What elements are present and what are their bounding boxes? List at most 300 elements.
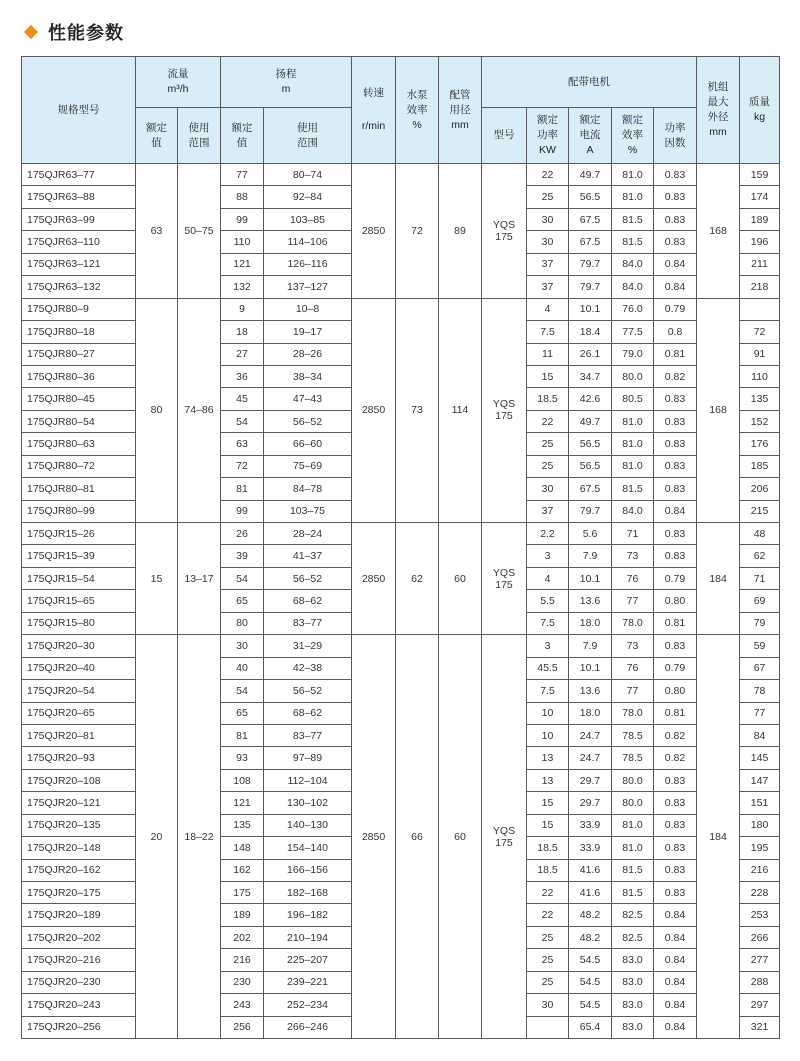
rated-efficiency-cell: 81.0 [612, 410, 654, 432]
power-factor-cell: 0.82 [654, 724, 697, 746]
rated-power-cell: 25 [527, 971, 569, 993]
head-rated-cell: 54 [221, 567, 264, 589]
rated-power-cell: 30 [527, 208, 569, 230]
rated-current-cell: 33.9 [569, 837, 612, 859]
head-range-cell: 31–29 [264, 635, 352, 657]
rated-current-cell: 79.7 [569, 500, 612, 522]
power-factor-cell: 0.83 [654, 837, 697, 859]
power-factor-cell: 0.8 [654, 321, 697, 343]
rated-current-cell: 41.6 [569, 882, 612, 904]
head-range-cell: 68–62 [264, 590, 352, 612]
mass-cell: 145 [740, 747, 780, 769]
rated-efficiency-cell: 76 [612, 567, 654, 589]
model-cell: 175QJR80–81 [22, 478, 136, 500]
rated-power-cell: 45.5 [527, 657, 569, 679]
power-factor-cell: 0.84 [654, 1016, 697, 1038]
head-rated-cell: 93 [221, 747, 264, 769]
rated-power-cell: 22 [527, 904, 569, 926]
header-motor-type: 型号 [482, 108, 527, 164]
header-speed [352, 57, 396, 164]
rated-current-cell: 34.7 [569, 365, 612, 387]
mass-cell: 288 [740, 971, 780, 993]
mass-cell: 206 [740, 478, 780, 500]
rated-efficiency-cell: 80.5 [612, 388, 654, 410]
power-factor-cell: 0.83 [654, 882, 697, 904]
model-cell: 175QJR80–36 [22, 365, 136, 387]
head-rated-cell: 110 [221, 231, 264, 253]
header-head-label: 扬程 [275, 68, 297, 80]
rated-efficiency-cell: 81.0 [612, 814, 654, 836]
rated-current-cell: 29.7 [569, 769, 612, 791]
rated-current-cell: 33.9 [569, 814, 612, 836]
rated-power-cell: 11 [527, 343, 569, 365]
head-range-cell: 41–37 [264, 545, 352, 567]
head-rated-cell: 135 [221, 814, 264, 836]
rated-power-cell [527, 1016, 569, 1038]
page-title: 性能参数 [48, 23, 124, 44]
table-body [22, 164, 780, 1039]
rated-power-cell: 2.2 [527, 523, 569, 545]
rated-current-cell: 10.1 [569, 657, 612, 679]
header-motor: 配带电机 [482, 57, 697, 108]
power-factor-cell: 0.83 [654, 478, 697, 500]
mass-cell [740, 298, 780, 320]
mass-cell: 78 [740, 680, 780, 702]
rated-efficiency-cell: 81.5 [612, 859, 654, 881]
rated-efficiency-cell: 71 [612, 523, 654, 545]
head-range-cell: 137–127 [264, 276, 352, 298]
performance-table [21, 56, 780, 1039]
mass-cell: 176 [740, 433, 780, 455]
mass-cell: 196 [740, 231, 780, 253]
mass-cell: 253 [740, 904, 780, 926]
header-rated-current: 额定 电流 A [569, 108, 612, 164]
head-rated-cell: 108 [221, 769, 264, 791]
head-range-cell: 10–8 [264, 298, 352, 320]
rated-efficiency-cell: 77 [612, 590, 654, 612]
head-range-cell: 42–38 [264, 657, 352, 679]
mass-cell: 185 [740, 455, 780, 477]
head-rated-cell: 27 [221, 343, 264, 365]
mass-cell: 48 [740, 523, 780, 545]
power-factor-cell: 0.83 [654, 164, 697, 186]
flow-rated-cell: 80 [136, 298, 178, 522]
head-range-cell: 182–168 [264, 882, 352, 904]
rated-efficiency-cell: 76.0 [612, 298, 654, 320]
rated-efficiency-cell: 76 [612, 657, 654, 679]
model-cell: 175QJR63–88 [22, 186, 136, 208]
rated-current-cell: 5.6 [569, 523, 612, 545]
rated-efficiency-cell: 81.0 [612, 164, 654, 186]
power-factor-cell: 0.84 [654, 949, 697, 971]
max-diameter-cell: 184 [697, 523, 740, 635]
head-rated-cell: 26 [221, 523, 264, 545]
mass-cell: 277 [740, 949, 780, 971]
head-rated-cell: 216 [221, 949, 264, 971]
power-factor-cell: 0.83 [654, 769, 697, 791]
rated-efficiency-cell: 81.0 [612, 837, 654, 859]
head-range-cell: 68–62 [264, 702, 352, 724]
model-cell: 175QJR20–81 [22, 724, 136, 746]
power-factor-cell: 0.83 [654, 186, 697, 208]
rated-current-cell: 49.7 [569, 410, 612, 432]
rated-current-cell: 65.4 [569, 1016, 612, 1038]
head-range-cell: 252–234 [264, 994, 352, 1016]
rated-current-cell: 18.0 [569, 702, 612, 724]
rated-power-cell: 15 [527, 792, 569, 814]
rated-power-cell: 3 [527, 635, 569, 657]
head-range-cell: 83–77 [264, 724, 352, 746]
rated-efficiency-cell: 78.5 [612, 747, 654, 769]
pump-efficiency-cell: 72 [396, 164, 439, 299]
head-rated-cell: 9 [221, 298, 264, 320]
mass-cell: 321 [740, 1016, 780, 1038]
head-rated-cell: 18 [221, 321, 264, 343]
flow-range-cell: 74–86 [178, 298, 221, 522]
model-cell: 175QJR63–121 [22, 253, 136, 275]
model-cell: 175QJR20–202 [22, 926, 136, 948]
speed-cell: 2850 [352, 164, 396, 299]
model-cell: 175QJR63–99 [22, 208, 136, 230]
mass-cell: 72 [740, 321, 780, 343]
pump-efficiency-cell: 62 [396, 523, 439, 635]
mass-cell: 59 [740, 635, 780, 657]
header-head-range: 使用 范围 [264, 108, 352, 164]
rated-efficiency-cell: 77 [612, 680, 654, 702]
power-factor-cell: 0.83 [654, 388, 697, 410]
power-factor-cell: 0.84 [654, 500, 697, 522]
header-power-factor: 功率 因数 [654, 108, 697, 164]
rated-efficiency-cell: 84.0 [612, 500, 654, 522]
mass-cell: 67 [740, 657, 780, 679]
head-rated-cell: 148 [221, 837, 264, 859]
model-cell: 175QJR20–65 [22, 702, 136, 724]
head-range-cell: 210–194 [264, 926, 352, 948]
rated-current-cell: 29.7 [569, 792, 612, 814]
motor-type-cell: YQS 175 [482, 164, 527, 299]
rated-current-cell: 13.6 [569, 590, 612, 612]
mass-cell: 71 [740, 567, 780, 589]
rated-current-cell: 49.7 [569, 164, 612, 186]
head-range-cell: 126–116 [264, 253, 352, 275]
model-cell: 175QJR80–72 [22, 455, 136, 477]
rated-power-cell: 30 [527, 478, 569, 500]
header-model: 规格型号 [22, 57, 136, 164]
head-rated-cell: 88 [221, 186, 264, 208]
rated-power-cell: 18.5 [527, 837, 569, 859]
header-max-diameter: 机组 最大 外径 mm [697, 57, 740, 164]
rated-efficiency-cell: 80.0 [612, 769, 654, 791]
head-rated-cell: 81 [221, 478, 264, 500]
rated-power-cell: 13 [527, 769, 569, 791]
head-range-cell: 130–102 [264, 792, 352, 814]
rated-power-cell: 10 [527, 724, 569, 746]
power-factor-cell: 0.80 [654, 680, 697, 702]
header-flow-unit: m³/h [167, 83, 189, 95]
rated-power-cell: 4 [527, 298, 569, 320]
mass-cell: 189 [740, 208, 780, 230]
head-range-cell: 28–26 [264, 343, 352, 365]
model-cell: 175QJR20–30 [22, 635, 136, 657]
model-cell: 175QJR80–54 [22, 410, 136, 432]
power-factor-cell: 0.82 [654, 365, 697, 387]
mass-cell: 297 [740, 994, 780, 1016]
head-rated-cell: 202 [221, 926, 264, 948]
rated-power-cell: 7.5 [527, 612, 569, 634]
rated-efficiency-cell: 79.0 [612, 343, 654, 365]
rated-power-cell: 25 [527, 949, 569, 971]
mass-cell: 228 [740, 882, 780, 904]
power-factor-cell: 0.84 [654, 926, 697, 948]
rated-power-cell: 5.5 [527, 590, 569, 612]
pump-efficiency-cell: 66 [396, 635, 439, 1039]
rated-current-cell: 79.7 [569, 276, 612, 298]
rated-current-cell: 67.5 [569, 478, 612, 500]
header-head-rated: 额定 值 [221, 108, 264, 164]
power-factor-cell: 0.83 [654, 433, 697, 455]
head-range-cell: 114–106 [264, 231, 352, 253]
motor-type-cell: YQS 175 [482, 298, 527, 522]
head-rated-cell: 36 [221, 365, 264, 387]
diamond-bullet-icon [24, 25, 38, 39]
rated-power-cell: 15 [527, 814, 569, 836]
rated-efficiency-cell: 78.5 [612, 724, 654, 746]
head-rated-cell: 256 [221, 1016, 264, 1038]
model-cell: 175QJR80–18 [22, 321, 136, 343]
rated-power-cell: 37 [527, 253, 569, 275]
power-factor-cell: 0.83 [654, 208, 697, 230]
rated-current-cell: 26.1 [569, 343, 612, 365]
mass-cell: 84 [740, 724, 780, 746]
header-pipe-diameter: 配管 用径 mm [439, 57, 482, 164]
header-pump-efficiency: 水泵 效率 % [396, 57, 439, 164]
mass-cell: 174 [740, 186, 780, 208]
rated-current-cell: 48.2 [569, 904, 612, 926]
head-range-cell: 140–130 [264, 814, 352, 836]
power-factor-cell: 0.79 [654, 298, 697, 320]
model-cell: 175QJR20–175 [22, 882, 136, 904]
power-factor-cell: 0.84 [654, 253, 697, 275]
head-rated-cell: 40 [221, 657, 264, 679]
model-cell: 175QJR20–243 [22, 994, 136, 1016]
table-row [22, 635, 780, 657]
rated-current-cell: 24.7 [569, 724, 612, 746]
mass-cell: 135 [740, 388, 780, 410]
head-rated-cell: 80 [221, 612, 264, 634]
model-cell: 175QJR15–26 [22, 523, 136, 545]
power-factor-cell: 0.79 [654, 567, 697, 589]
table-row [22, 523, 780, 545]
rated-power-cell: 7.5 [527, 680, 569, 702]
head-range-cell: 75–69 [264, 455, 352, 477]
power-factor-cell: 0.81 [654, 343, 697, 365]
max-diameter-cell: 168 [697, 298, 740, 522]
model-cell: 175QJR20–189 [22, 904, 136, 926]
mass-cell: 195 [740, 837, 780, 859]
rated-current-cell: 10.1 [569, 567, 612, 589]
speed-cell: 2850 [352, 298, 396, 522]
rated-power-cell: 15 [527, 365, 569, 387]
rated-current-cell: 67.5 [569, 208, 612, 230]
rated-current-cell: 54.5 [569, 994, 612, 1016]
rated-efficiency-cell: 84.0 [612, 253, 654, 275]
mass-cell: 216 [740, 859, 780, 881]
head-range-cell: 19–17 [264, 321, 352, 343]
rated-efficiency-cell: 84.0 [612, 276, 654, 298]
max-diameter-cell: 184 [697, 635, 740, 1039]
pipe-diameter-cell: 60 [439, 635, 482, 1039]
model-cell: 175QJR20–162 [22, 859, 136, 881]
pipe-diameter-cell: 60 [439, 523, 482, 635]
mass-cell: 218 [740, 276, 780, 298]
rated-efficiency-cell: 83.0 [612, 1016, 654, 1038]
mass-cell: 62 [740, 545, 780, 567]
head-rated-cell: 54 [221, 680, 264, 702]
power-factor-cell: 0.84 [654, 276, 697, 298]
rated-efficiency-cell: 82.5 [612, 904, 654, 926]
rated-current-cell: 79.7 [569, 253, 612, 275]
rated-power-cell: 25 [527, 926, 569, 948]
motor-type-cell: YQS 175 [482, 635, 527, 1039]
header-flow-range: 使用 范围 [178, 108, 221, 164]
head-rated-cell: 189 [221, 904, 264, 926]
header-head-unit: m [281, 83, 291, 95]
head-rated-cell: 72 [221, 455, 264, 477]
model-cell: 175QJR20–135 [22, 814, 136, 836]
model-cell: 175QJR20–40 [22, 657, 136, 679]
head-rated-cell: 45 [221, 388, 264, 410]
head-rated-cell: 121 [221, 253, 264, 275]
model-cell: 175QJR20–256 [22, 1016, 136, 1038]
power-factor-cell: 0.81 [654, 702, 697, 724]
header-flow [136, 57, 221, 108]
model-cell: 175QJR63–110 [22, 231, 136, 253]
flow-rated-cell: 63 [136, 164, 178, 299]
flow-range-cell: 50–75 [178, 164, 221, 299]
model-cell: 175QJR63–77 [22, 164, 136, 186]
head-range-cell: 166–156 [264, 859, 352, 881]
rated-current-cell: 42.6 [569, 388, 612, 410]
rated-power-cell: 30 [527, 994, 569, 1016]
head-rated-cell: 99 [221, 500, 264, 522]
rated-efficiency-cell: 81.5 [612, 231, 654, 253]
power-factor-cell: 0.84 [654, 994, 697, 1016]
rated-efficiency-cell: 78.0 [612, 612, 654, 634]
rated-power-cell: 13 [527, 747, 569, 769]
rated-power-cell: 25 [527, 433, 569, 455]
rated-efficiency-cell: 83.0 [612, 971, 654, 993]
power-factor-cell: 0.83 [654, 545, 697, 567]
pipe-diameter-cell: 114 [439, 298, 482, 522]
rated-current-cell: 7.9 [569, 545, 612, 567]
head-rated-cell: 30 [221, 635, 264, 657]
head-range-cell: 83–77 [264, 612, 352, 634]
speed-cell: 2850 [352, 523, 396, 635]
model-cell: 175QJR20–121 [22, 792, 136, 814]
rated-power-cell: 18.5 [527, 388, 569, 410]
rated-current-cell: 13.6 [569, 680, 612, 702]
model-cell: 175QJR20–148 [22, 837, 136, 859]
power-factor-cell: 0.83 [654, 231, 697, 253]
head-range-cell: 154–140 [264, 837, 352, 859]
mass-cell: 215 [740, 500, 780, 522]
header-rated-power: 额定 功率 KW [527, 108, 569, 164]
rated-efficiency-cell: 80.0 [612, 365, 654, 387]
mass-cell: 152 [740, 410, 780, 432]
head-rated-cell: 121 [221, 792, 264, 814]
model-cell: 175QJR80–45 [22, 388, 136, 410]
rated-current-cell: 54.5 [569, 949, 612, 971]
mass-cell: 69 [740, 590, 780, 612]
head-range-cell: 266–246 [264, 1016, 352, 1038]
head-range-cell: 92–84 [264, 186, 352, 208]
head-rated-cell: 132 [221, 276, 264, 298]
power-factor-cell: 0.82 [654, 747, 697, 769]
mass-cell: 151 [740, 792, 780, 814]
rated-power-cell: 37 [527, 500, 569, 522]
model-cell: 175QJR80–27 [22, 343, 136, 365]
rated-power-cell: 7.5 [527, 321, 569, 343]
head-range-cell: 196–182 [264, 904, 352, 926]
rated-current-cell: 24.7 [569, 747, 612, 769]
flow-range-cell: 13–17 [178, 523, 221, 635]
head-rated-cell: 39 [221, 545, 264, 567]
header-speed-unit: r/min [361, 120, 386, 132]
rated-current-cell: 56.5 [569, 186, 612, 208]
rated-current-cell: 56.5 [569, 433, 612, 455]
header-mass: 质量 kg [740, 57, 780, 164]
rated-current-cell: 7.9 [569, 635, 612, 657]
header-rated-efficiency: 额定 效率 % [612, 108, 654, 164]
rated-power-cell: 22 [527, 164, 569, 186]
head-range-cell: 47–43 [264, 388, 352, 410]
rated-power-cell: 18.5 [527, 859, 569, 881]
head-rated-cell: 65 [221, 590, 264, 612]
flow-range-cell: 18–22 [178, 635, 221, 1039]
head-rated-cell: 243 [221, 994, 264, 1016]
head-rated-cell: 230 [221, 971, 264, 993]
rated-efficiency-cell: 81.5 [612, 208, 654, 230]
rated-current-cell: 56.5 [569, 455, 612, 477]
rated-power-cell: 25 [527, 455, 569, 477]
power-factor-cell: 0.81 [654, 612, 697, 634]
head-range-cell: 56–52 [264, 567, 352, 589]
rated-power-cell: 37 [527, 276, 569, 298]
power-factor-cell: 0.83 [654, 455, 697, 477]
rated-efficiency-cell: 81.5 [612, 478, 654, 500]
rated-power-cell: 30 [527, 231, 569, 253]
model-cell: 175QJR15–80 [22, 612, 136, 634]
power-factor-cell: 0.80 [654, 590, 697, 612]
header-head [221, 57, 352, 108]
model-cell: 175QJR63–132 [22, 276, 136, 298]
table-row [22, 298, 780, 320]
head-range-cell: 28–24 [264, 523, 352, 545]
rated-efficiency-cell: 81.0 [612, 455, 654, 477]
power-factor-cell: 0.79 [654, 657, 697, 679]
mass-cell: 159 [740, 164, 780, 186]
speed-cell: 2850 [352, 635, 396, 1039]
model-cell: 175QJR15–54 [22, 567, 136, 589]
power-factor-cell: 0.83 [654, 792, 697, 814]
power-factor-cell: 0.83 [654, 410, 697, 432]
rated-power-cell: 22 [527, 882, 569, 904]
power-factor-cell: 0.84 [654, 904, 697, 926]
pipe-diameter-cell: 89 [439, 164, 482, 299]
rated-efficiency-cell: 81.0 [612, 433, 654, 455]
head-rated-cell: 63 [221, 433, 264, 455]
rated-efficiency-cell: 73 [612, 635, 654, 657]
